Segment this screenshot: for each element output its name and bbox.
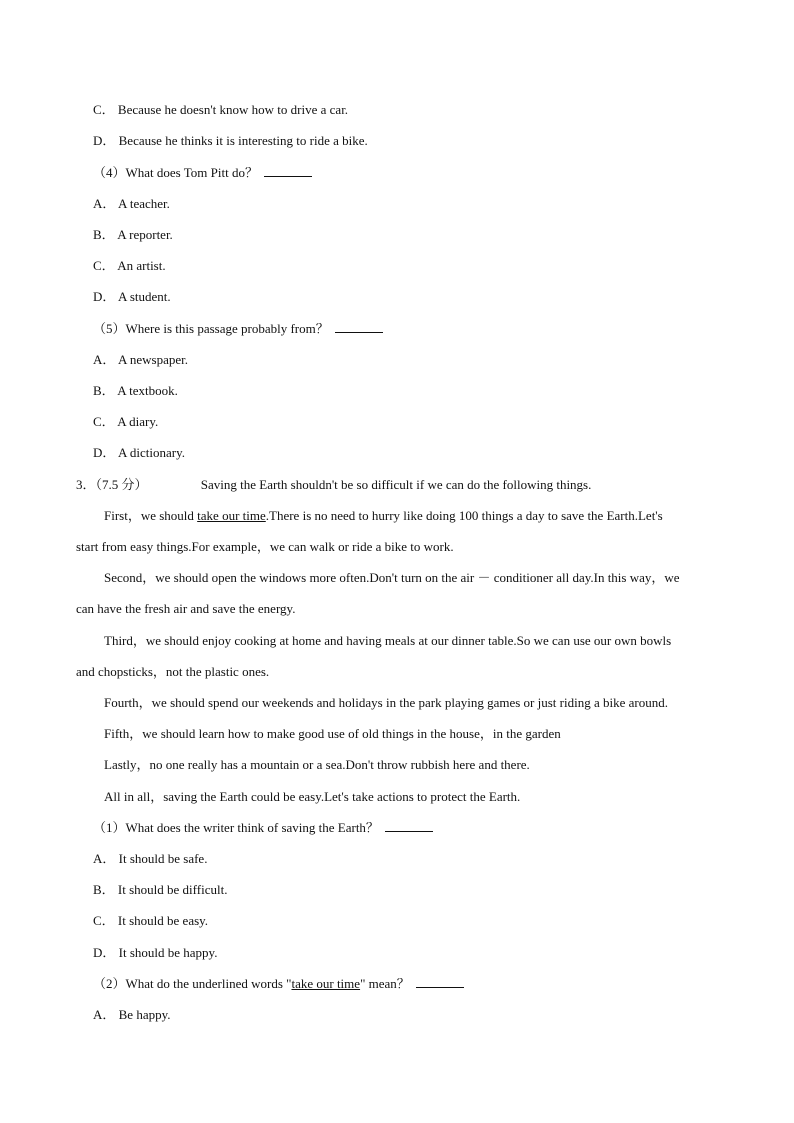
option-letter: D． — [93, 445, 116, 460]
option-text: Because he thinks it is interesting to ride a bike. — [118, 133, 368, 148]
option-text: A textbook. — [117, 383, 178, 398]
option-c — [93, 102, 348, 118]
answer-blank[interactable] — [335, 321, 383, 333]
passage-intro: Saving the Earth shouldn't be so difficult if we can do the following things. — [200, 477, 592, 492]
option-letter: D． — [93, 289, 116, 304]
option-a — [93, 1007, 171, 1023]
option-text: It should be easy. — [117, 913, 209, 928]
option-b — [93, 227, 173, 243]
option-d — [93, 289, 171, 305]
answer-blank[interactable] — [264, 165, 312, 177]
option-letter: A． — [93, 196, 116, 211]
passage-paragraph: Second，we should open the windows more often.Don't turn on the air － conditioner all day.In this way，we — [104, 570, 680, 585]
option-text: It should be difficult. — [117, 882, 228, 897]
option-text: It should be happy. — [118, 945, 218, 960]
passage-line: and chopsticks，not the plastic ones. — [76, 664, 270, 679]
option-c — [93, 414, 158, 430]
option-text: A teacher. — [117, 196, 170, 211]
underlined-phrase: take our time — [291, 976, 361, 991]
option-c — [93, 913, 208, 929]
option-letter: A． — [93, 352, 116, 367]
passage-paragraph: Fourth，we should spend our weekends and holidays in the park playing games or just riding a bike around. — [104, 695, 668, 710]
option-text: A dictionary. — [117, 445, 185, 460]
answer-blank[interactable] — [385, 820, 433, 832]
option-letter: B． — [93, 882, 115, 897]
question-stem — [93, 820, 433, 836]
option-text: Be happy. — [118, 1007, 171, 1022]
option-text: It should be safe. — [118, 851, 208, 866]
question-stem — [93, 165, 312, 181]
question-stem — [93, 976, 464, 992]
option-text: An artist. — [117, 258, 166, 273]
option-a — [93, 196, 170, 212]
option-text: Because he doesn't know how to drive a car. — [117, 102, 349, 117]
answer-blank[interactable] — [416, 976, 464, 988]
option-b — [93, 882, 227, 898]
question-text: " mean？ — [360, 976, 410, 991]
passage-paragraph: Lastly，no one really has a mountain or a sea.Don't throw rubbish here and there. — [104, 757, 530, 772]
option-a — [93, 352, 188, 368]
option-letter: D． — [93, 133, 116, 148]
question-stem — [93, 321, 383, 337]
passage-paragraph: All in all，saving the Earth could be easy.Let's take actions to protect the Earth. — [104, 789, 521, 804]
option-letter: C． — [93, 258, 115, 273]
option-letter: C． — [93, 102, 115, 117]
underlined-phrase: take our time — [197, 508, 266, 523]
question-number: 3．（7.5 分） — [76, 477, 148, 492]
option-text: A newspaper. — [117, 352, 188, 367]
option-text: A reporter. — [117, 227, 173, 242]
option-d — [93, 445, 185, 461]
passage-line: can have the fresh air and save the energy. — [76, 601, 296, 616]
passage-text: First，we should — [104, 508, 198, 523]
option-letter: D． — [93, 945, 116, 960]
question-header — [76, 477, 591, 493]
option-letter: C． — [93, 414, 115, 429]
option-d — [93, 133, 368, 149]
question-text: （4）What does Tom Pitt do？ — [93, 165, 258, 180]
question-text: （5）Where is this passage probably from？ — [93, 321, 329, 336]
option-text: A diary. — [117, 414, 159, 429]
passage-paragraph — [104, 508, 663, 524]
passage-text: .There is no need to hurry like doing 100 things a day to save the Earth.Let's — [265, 508, 663, 523]
option-letter: A． — [93, 1007, 116, 1022]
option-letter: C． — [93, 913, 115, 928]
option-d — [93, 945, 217, 961]
option-b — [93, 383, 178, 399]
passage-paragraph: Fifth，we should learn how to make good use of old things in the house，in the garden — [104, 726, 561, 741]
question-text: （1）What does the writer think of saving the Earth？ — [93, 820, 379, 835]
option-letter: B． — [93, 383, 115, 398]
passage-line: start from easy things.For example，we can walk or ride a bike to work. — [76, 539, 454, 554]
option-letter: B． — [93, 227, 115, 242]
option-a — [93, 851, 207, 867]
passage-paragraph: Third，we should enjoy cooking at home and having meals at our dinner table.So we can use our own bowls — [104, 633, 672, 648]
option-text: A student. — [117, 289, 171, 304]
option-letter: A． — [93, 851, 116, 866]
option-c — [93, 258, 166, 274]
question-text: （2）What do the underlined words " — [93, 976, 292, 991]
